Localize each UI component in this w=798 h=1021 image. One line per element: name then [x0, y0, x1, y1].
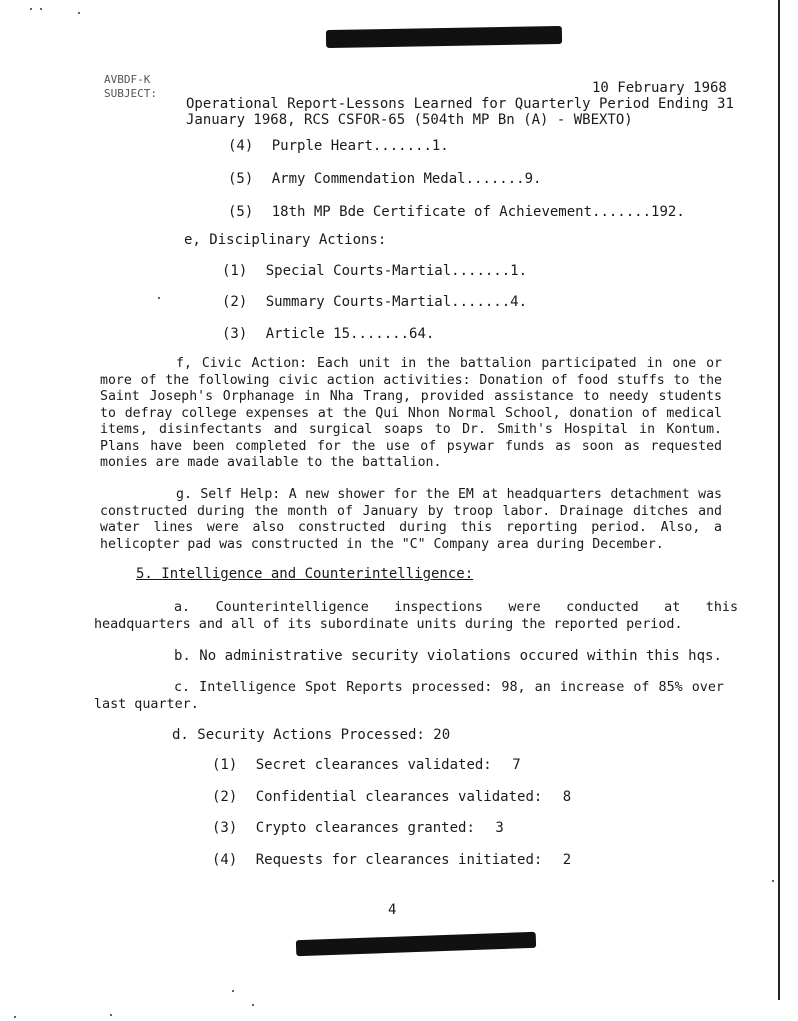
intelligence-item-d: d. Security Actions Processed: 20 [172, 727, 451, 743]
disciplinary-item-number: (1) [222, 263, 248, 279]
header-subject-line2: January 1968, RCS CSFOR-65 (504th MP Bn (A) - WBEXTO) [186, 112, 633, 128]
intelligence-item-a [94, 600, 738, 633]
scan-speck [110, 1014, 112, 1016]
security-item-number: (1) [212, 757, 238, 773]
disciplinary-item [222, 294, 527, 310]
award-item-text: 18th MP Bde Certificate of Achievement.......192. [271, 204, 685, 220]
scan-speck [40, 8, 42, 10]
intelligence-item-c-body: Intelligence Spot Reports processed: 98, an increase of 85% over last quarter. [94, 680, 724, 712]
security-item-count: 8 [562, 789, 572, 805]
self-help-body: A new shower for the EM at headquarters detachment was constructed during the month of January by troop labor. Drainage ditches and water lines were also constructed during this reporting period. Also, a helicopter pad was constructed in the "C" Company area during December. [100, 487, 722, 552]
intelligence-item-c-lead: c. [174, 680, 191, 695]
security-item-number: (4) [212, 852, 238, 868]
security-item-count: 2 [562, 852, 572, 868]
scan-speck [14, 1016, 16, 1018]
scan-speck [252, 1004, 254, 1006]
intelligence-heading: 5. Intelligence and Counterintelligence: [136, 566, 474, 582]
intelligence-item-a-lead: a. [174, 600, 191, 615]
scan-speck [78, 12, 80, 14]
security-item [212, 757, 521, 773]
security-item-number: (3) [212, 820, 238, 836]
award-item [228, 138, 449, 154]
header-subject-line1: Operational Report-Lessons Learned for Quarterly Period Ending 31 [186, 96, 734, 112]
disciplinary-item-number: (3) [222, 326, 248, 342]
award-item [228, 204, 685, 220]
security-item-text: Confidential clearances validated: [255, 789, 543, 805]
disciplinary-item-number: (2) [222, 294, 248, 310]
self-help-lead: g. Self Help: [176, 487, 281, 502]
award-item-number: (5) [228, 171, 254, 187]
award-item-text: Purple Heart.......1. [271, 138, 449, 154]
security-item-count: 3 [495, 820, 504, 836]
security-item-text: Requests for clearances initiated: [255, 852, 543, 868]
header-ref-line2: SUBJECT: [104, 87, 157, 100]
civic-action-lead: f, Civic Action: [176, 356, 308, 371]
self-help-paragraph [100, 487, 722, 553]
bottom-redaction-bar [296, 932, 536, 956]
civic-action-paragraph [100, 356, 722, 472]
header-date: 10 February 1968 [592, 80, 727, 96]
disciplinary-heading: e, Disciplinary Actions: [184, 232, 387, 248]
security-item [212, 820, 504, 836]
disciplinary-item-text: Special Courts-Martial.......1. [265, 263, 528, 279]
scan-speck [158, 297, 160, 299]
intelligence-item-b: b. No administrative security violations occured within this hqs. [174, 648, 722, 664]
intelligence-item-a-body: Counterintelligence inspections were conducted at this headquarters and all of its subordinate units during the reported period. [94, 600, 739, 632]
security-item-count: 7 [512, 757, 521, 773]
security-item-text: Secret clearances validated: [255, 757, 492, 773]
disciplinary-item-text: Summary Courts-Martial.......4. [265, 294, 528, 310]
disciplinary-item [222, 326, 434, 342]
header-ref-line1: AVBDF-K [104, 73, 151, 86]
top-redaction-bar [326, 26, 562, 48]
scan-speck [232, 990, 234, 992]
security-item-text: Crypto clearances granted: [255, 820, 475, 836]
award-item-number: (4) [228, 138, 254, 154]
security-item [212, 789, 571, 805]
award-item-number: (5) [228, 204, 254, 220]
award-item [228, 171, 541, 187]
intelligence-item-c [94, 680, 724, 713]
civic-action-body: Each unit in the battalion participated in one or more of the following civic action activities: Donation of food stuffs to the Saint Joseph's Orphanage in Nha Trang, provided assistance to needy students to defray college expenses at the Qui Nhon Normal School, donation of medical items, disinfectants and surgical soaps to Dr. Smith's Hospital in Kontum. Plans have been completed for the use of psywar funds as soon as requested monies are made available to the battalion. [100, 356, 722, 470]
right-margin-rule [778, 0, 780, 1000]
disciplinary-item [222, 263, 527, 279]
award-item-text: Army Commendation Medal.......9. [271, 171, 542, 187]
security-item-number: (2) [212, 789, 238, 805]
security-item [212, 852, 571, 868]
disciplinary-item-text: Article 15.......64. [265, 326, 435, 342]
scan-speck [30, 8, 32, 10]
scan-speck [772, 880, 774, 882]
page-number: 4 [388, 902, 397, 918]
